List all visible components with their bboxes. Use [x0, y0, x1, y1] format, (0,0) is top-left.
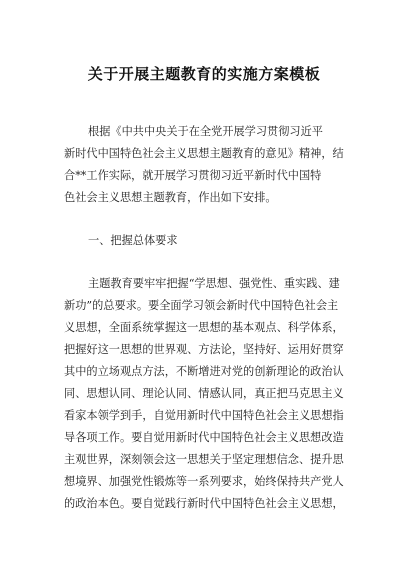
intro-line: 根据《中共中央关于在全党开展学习贯彻习近平	[88, 125, 323, 138]
document-title: 关于开展主题教育的实施方案模板	[87, 65, 321, 83]
section-heading: 一、把握总体要求	[88, 234, 178, 247]
intro-line: 新时代中国特色社会主义思想主题教育的意见》精神，结	[64, 147, 344, 160]
section-line: 义思想，全面系统掌握这一思想的基本观点、科学体系，	[64, 321, 344, 334]
section-line: 看家本领学到手，自觉用新时代中国特色社会主义思想指	[64, 409, 344, 422]
section-line: 导各项工作。要自觉用新时代中国特色社会主义思想改造	[64, 431, 344, 444]
section-line: 其中的立场观点方法，不断增进对党的创新理论的政治认	[64, 365, 344, 378]
section-line: 主题教育要牢牢把握“学思想、强党性、重实践、建	[88, 277, 340, 290]
section-line: 主观世界，深刻领会这一思想关于坚定理想信念、提升思	[64, 453, 344, 466]
section-line: 把握好这一思想的世界观、方法论，坚持好、运用好贯穿	[64, 343, 344, 356]
intro-line: 合**工作实际，就开展学习贯彻习近平新时代中国特	[64, 169, 322, 182]
section-line: 想境界、加强党性锻炼等一系列要求，始终保持共产党人	[64, 475, 344, 488]
section-line: 同、思想认同、理论认同、情感认同，真正把马克思主义	[64, 387, 344, 400]
section-line: 新功”的总要求。要全面学习领会新时代中国特色社会主	[64, 299, 339, 312]
intro-line: 色社会主义思想主题教育，作出如下安排。	[64, 191, 277, 204]
section-line: 的政治本色。要自觉践行新时代中国特色社会主义思想，	[64, 497, 344, 510]
